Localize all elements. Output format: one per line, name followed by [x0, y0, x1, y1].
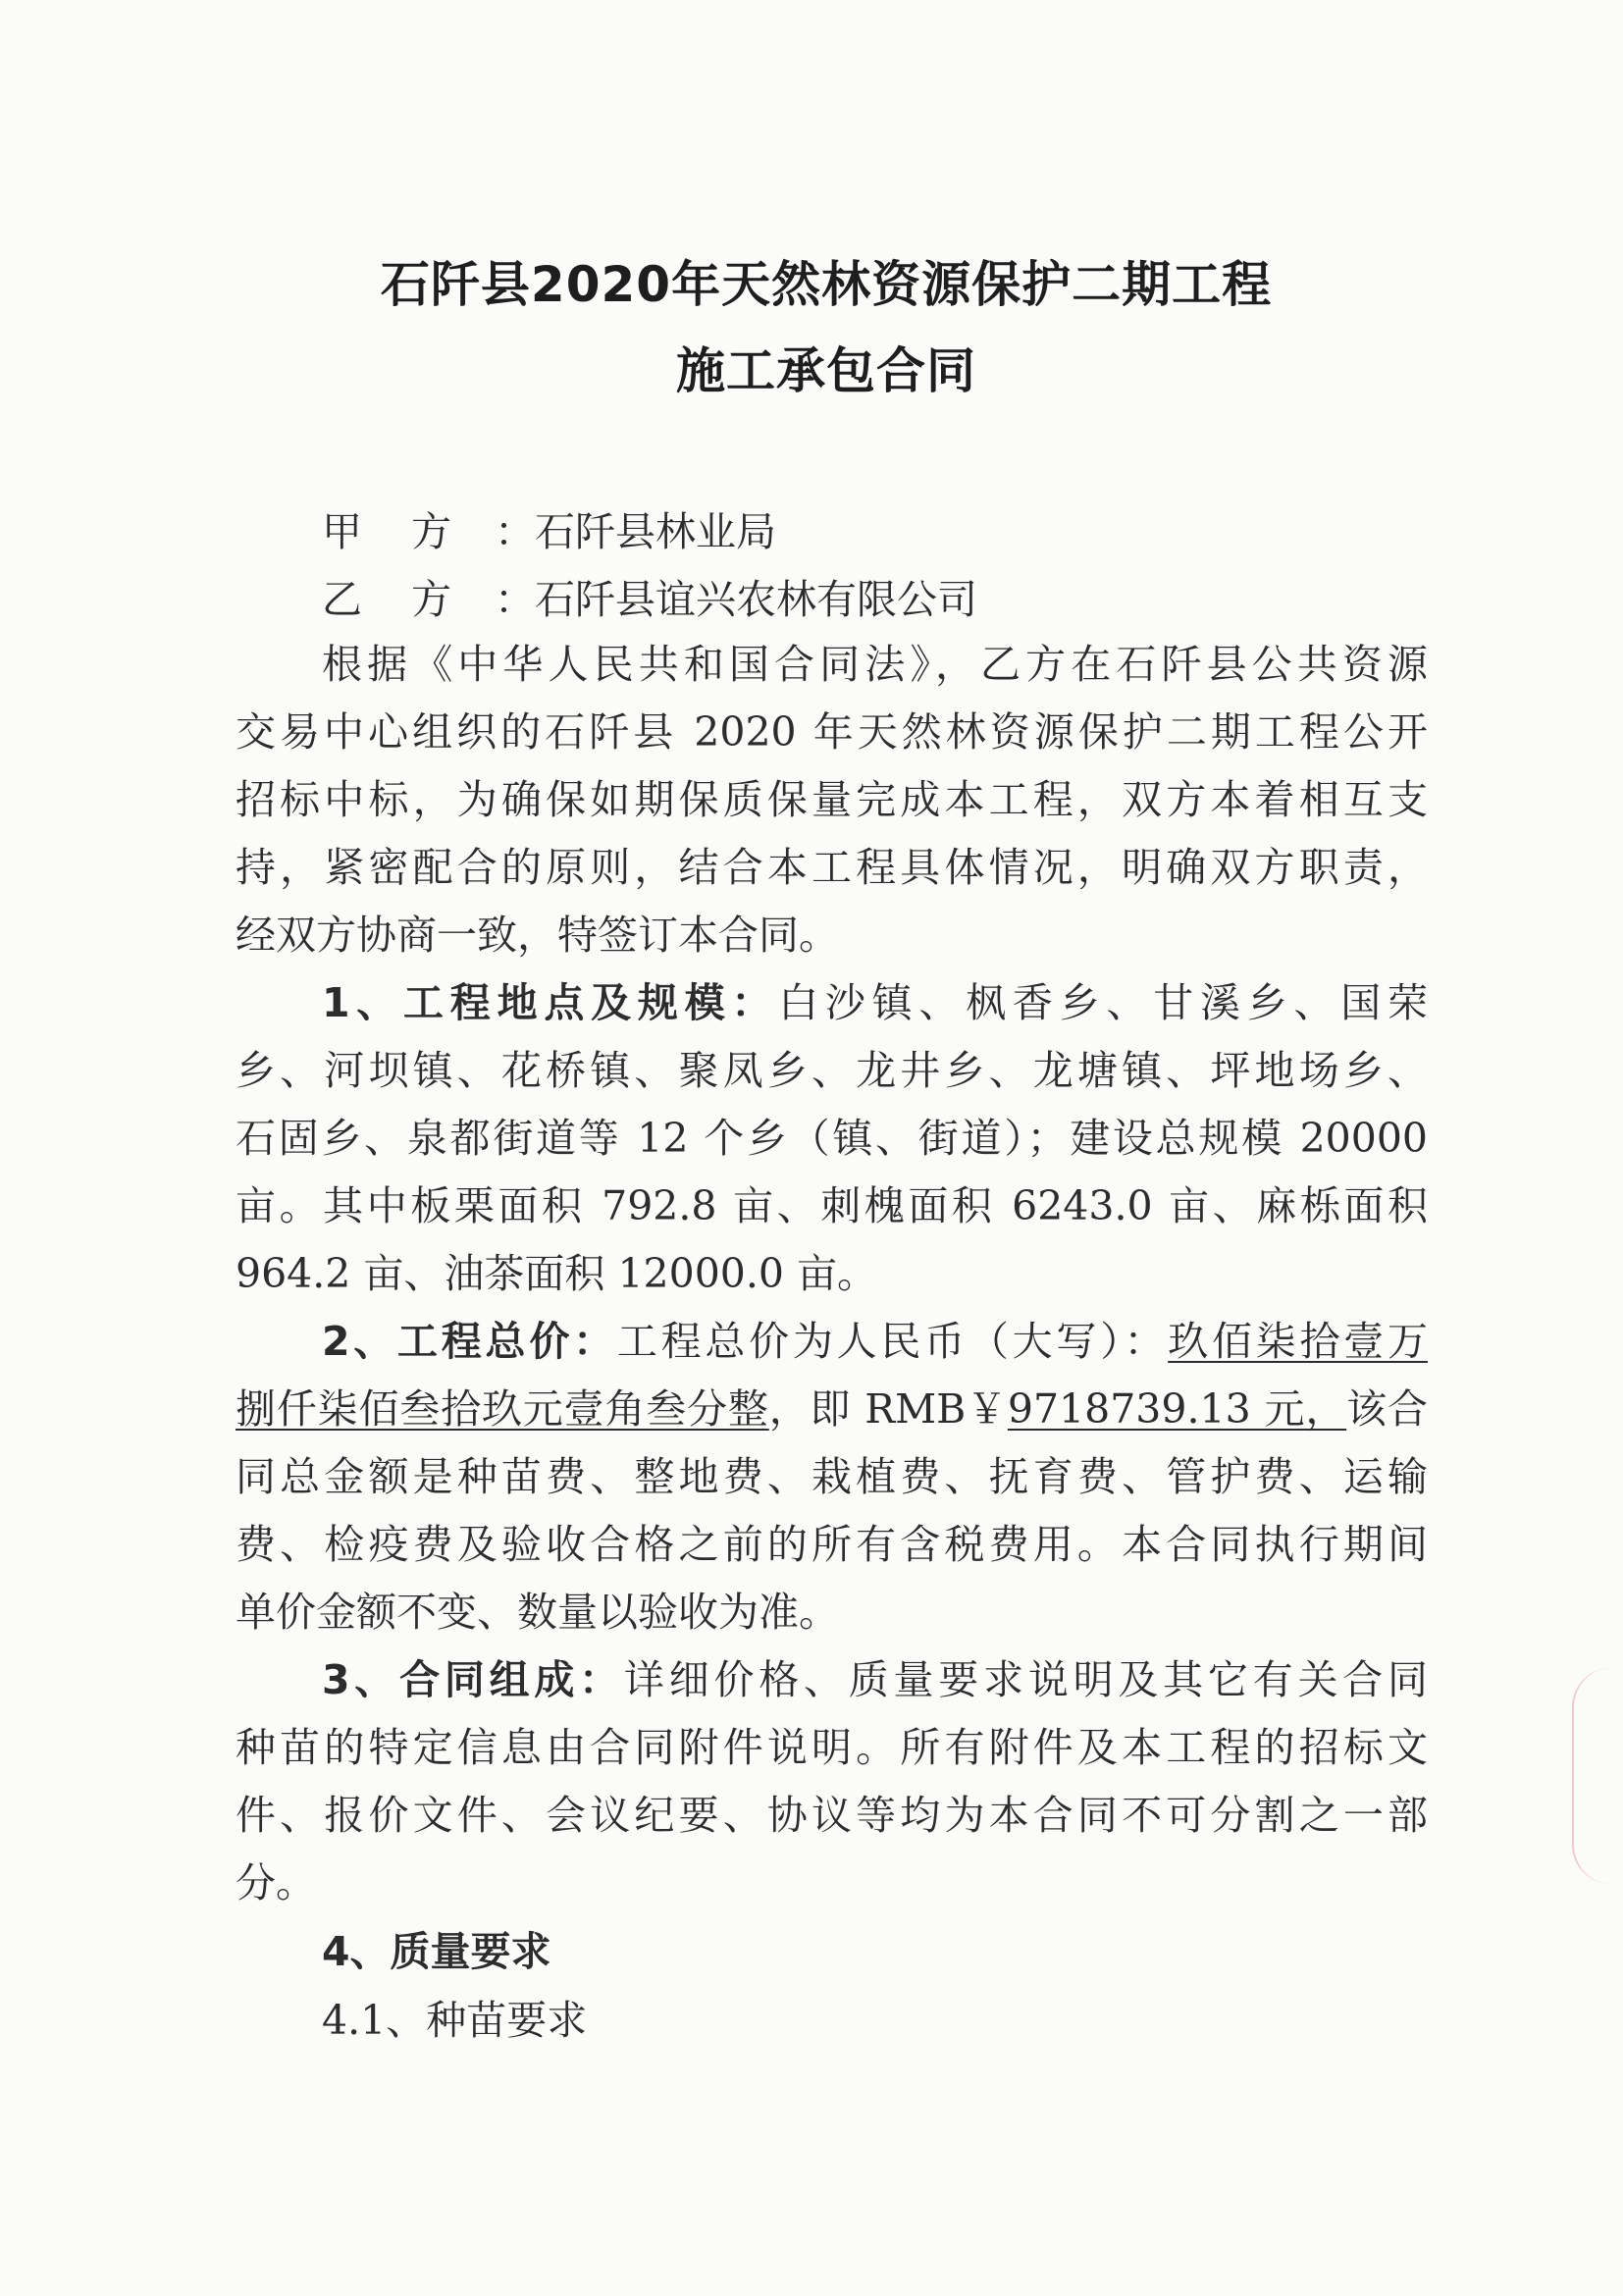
amount-in-number: 9718739.13 元， — [1007, 1385, 1347, 1433]
section1-paragraph — [236, 969, 1428, 1308]
section2-first-line-text: 工程总价为人民币（大写）： — [616, 1318, 1169, 1365]
section2-line: 费、检疫费及验收合格之前的所有含税费用。本合同执行期间 — [236, 1521, 1428, 1568]
section3-first-line-text: 详细价格、质量要求说明及其它有关合同 — [623, 1656, 1429, 1703]
party-a-row: 甲方：石阡县林业局 — [322, 498, 776, 566]
section1-line: 乡、河坝镇、花桥镇、聚凤乡、龙井乡、龙塘镇、坪地场乡、 — [236, 1047, 1428, 1094]
red-seal-fragment — [1572, 1668, 1623, 1884]
section3-first-line — [236, 1646, 1428, 1714]
amount-after-text: 该合 — [1346, 1385, 1428, 1433]
section2-paragraph — [236, 1308, 1428, 1646]
section1-heading: 1、工程地点及规模： — [322, 979, 779, 1026]
intro-line: 持，紧密配合的原则，结合本工程具体情况，明确双方职责， — [236, 844, 1428, 891]
section1-first-line — [236, 969, 1428, 1037]
amount-mid-text: ，即 RMB￥ — [768, 1385, 1008, 1433]
intro-line: 招标中标，为确保如期保质保量完成本工程，双方本着相互支 — [236, 776, 1428, 823]
document-title-line2: 施工承包合同 — [676, 342, 976, 399]
section4-subheading: 4.1、种苗要求 — [322, 1997, 588, 2044]
party-b-name: 石阡县谊兴农林有限公司 — [535, 576, 977, 623]
intro-paragraph — [236, 631, 1428, 969]
party-b-label: 乙方 — [322, 576, 500, 623]
section3-line: 种苗的特定信息由合同附件说明。所有附件及本工程的招标文 — [236, 1724, 1428, 1771]
section1-line: 石固乡、泉都街道等 12 个乡（镇、街道）；建设总规模 20000 — [236, 1115, 1428, 1162]
section2-first-line — [236, 1308, 1428, 1376]
party-a-label: 甲方 — [322, 508, 500, 555]
section4-heading: 4、质量要求 — [322, 1928, 551, 1975]
party-a-name: 石阡县林业局 — [535, 508, 776, 555]
section1-line: 亩。其中板栗面积 792.8 亩、刺槐面积 6243.0 亩、麻栎面积 — [236, 1182, 1428, 1229]
amount-in-words-part1: 玖佰柒拾壹万 — [1168, 1318, 1429, 1365]
document-title-line1: 石阡县2020年天然林资源保护二期工程 — [380, 256, 1273, 313]
section3-paragraph — [236, 1646, 1428, 1917]
section2-line: 单价金额不变、数量以验收为准。 — [236, 1589, 839, 1636]
section2-amount-line — [236, 1376, 1428, 1443]
intro-line: 交易中心组织的石阡县 2020 年天然林资源保护二期工程公开 — [236, 708, 1428, 756]
section1-line: 964.2 亩、油茶面积 12000.0 亩。 — [236, 1250, 878, 1297]
section3-line: 分。 — [236, 1859, 316, 1906]
intro-line: 根据《中华人民共和国合同法》，乙方在石阡县公共资源 — [322, 641, 1428, 688]
section3-line: 件、报价文件、会议纪要、协议等均为本合同不可分割之一部 — [236, 1792, 1428, 1839]
section2-heading: 2、工程总价： — [322, 1318, 617, 1365]
section1-first-line-text: 白沙镇、枫香乡、甘溪乡、国荣 — [778, 979, 1428, 1026]
amount-in-words-part2: 捌仟柒佰叁拾玖元壹角叁分整 — [236, 1385, 769, 1433]
section3-heading: 3、合同组成： — [322, 1656, 624, 1703]
intro-line: 经双方协商一致，特签订本合同。 — [236, 912, 839, 959]
party-b-row: 乙方：石阡县谊兴农林有限公司 — [322, 566, 977, 634]
section2-line: 同总金额是种苗费、整地费、栽植费、抚育费、管护费、运输 — [236, 1453, 1428, 1500]
